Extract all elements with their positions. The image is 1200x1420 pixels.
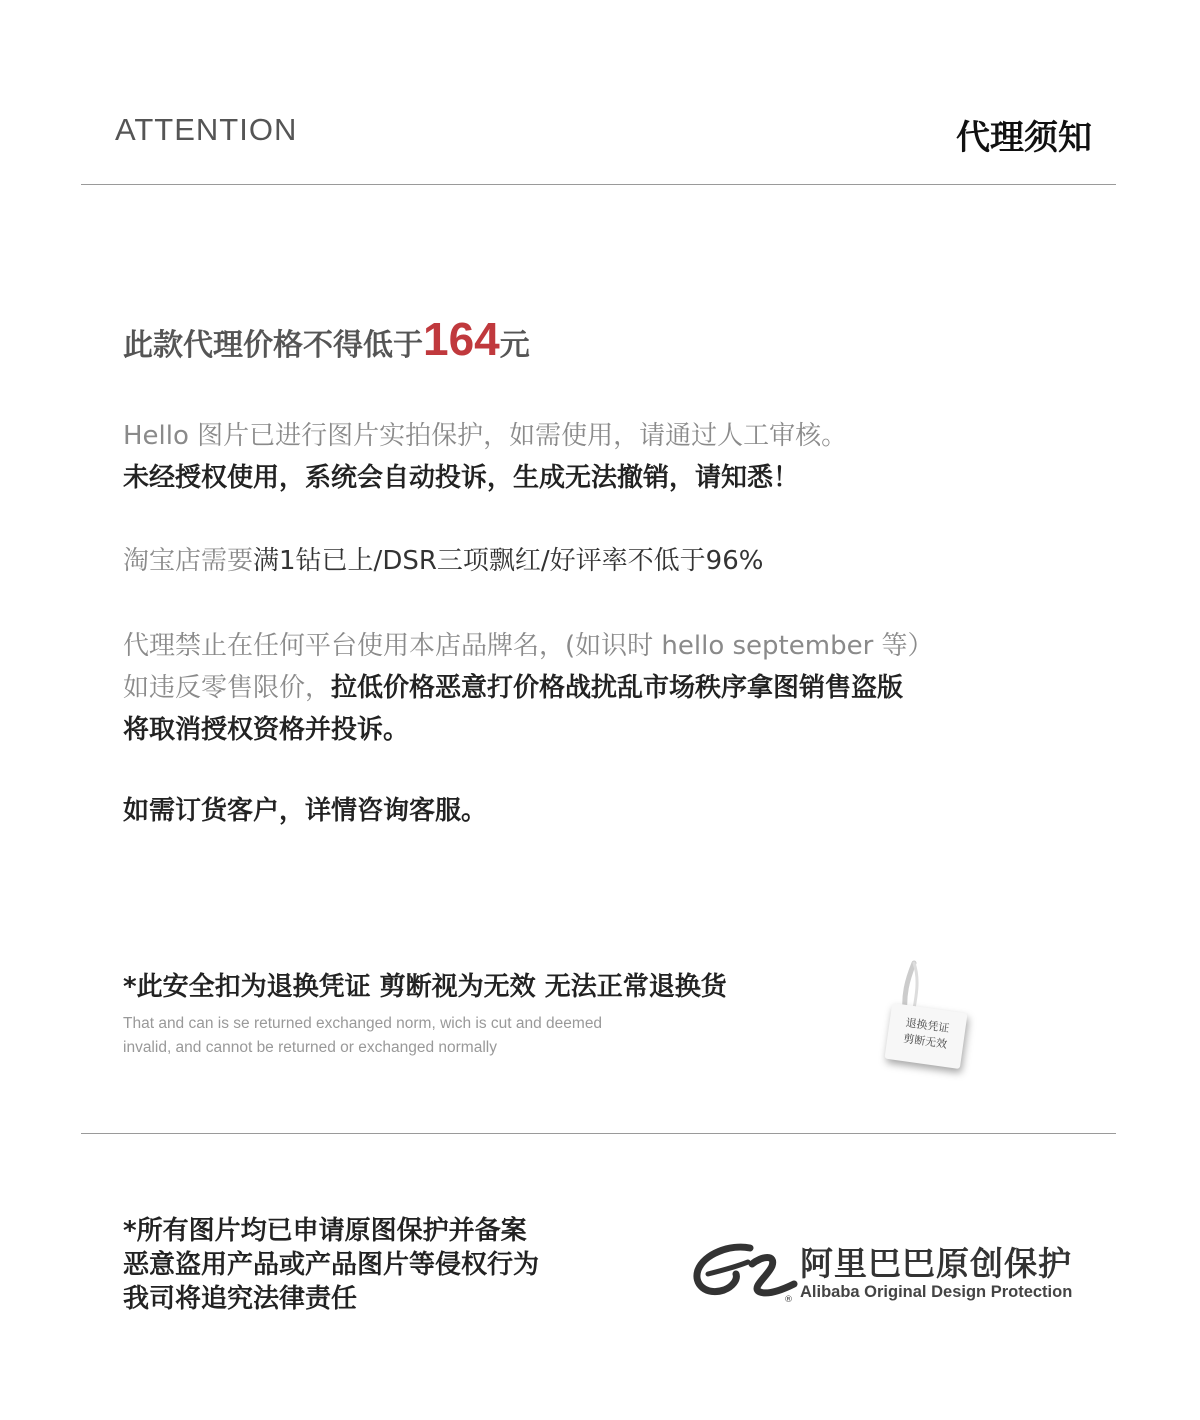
protection-line-2: 未经授权使用，系统会自动投诉，生成无法撤销，请知悉！ <box>123 463 800 493</box>
brand-rule-line-2 <box>123 667 903 709</box>
store-requirement <box>123 540 763 582</box>
tag-text-2: 剪断无效 <box>902 1031 948 1051</box>
alibaba-logo-icon <box>690 1240 800 1304</box>
seal-english-line-1: That and can is se returned exchanged norm, wich is cut and deemed <box>123 1015 603 1032</box>
price-suffix: 元 <box>499 328 530 363</box>
alibaba-en-name: Alibaba Original Design Protection <box>800 1283 1073 1301</box>
brand-rule-line-3: 将取消授权资格并投诉。 <box>123 715 410 745</box>
security-tag-image <box>880 958 980 1078</box>
tag-card <box>884 1003 967 1069</box>
price-prefix: 此款代理价格不得低于 <box>123 328 423 363</box>
copyright-line-3: 我司将追究法律责任 <box>123 1284 358 1314</box>
copyright-line-2: 恶意盗用产品或产品图片等侵权行为 <box>123 1250 540 1280</box>
copyright-line-1: *所有图片均已申请原图保护并备案 <box>123 1216 527 1246</box>
brand-rule-line-1: 代理禁止在任何平台使用本店品牌名，(如识时 hello september 等） <box>123 631 934 661</box>
attention-heading: ATTENTION <box>115 112 298 147</box>
price-notice <box>123 312 530 366</box>
seal-title: *此安全扣为退换凭证 剪断视为无效 无法正常退换货 <box>123 972 727 1002</box>
page-title: 代理须知 <box>956 118 1092 158</box>
order-note: 如需订货客户，详情咨询客服。 <box>123 796 488 826</box>
seal-english <box>123 1012 602 1060</box>
brand-rule-line-2-dark: 拉低价格恶意打价格战扰乱市场秩序拿图销售盗版 <box>331 673 904 703</box>
bottom-divider <box>81 1133 1116 1134</box>
requirement-detail: 满1钻已上/DSR三项飘红/好评率不低于96% <box>253 546 764 576</box>
top-divider <box>81 184 1116 185</box>
alibaba-cn-name: 阿里巴巴原创保护 <box>800 1244 1072 1283</box>
tag-text-1: 退换凭证 <box>904 1016 951 1036</box>
copyright-notice <box>123 1214 539 1316</box>
seal-english-line-2: invalid, and cannot be returned or exchanged normally <box>123 1039 497 1056</box>
brand-rule-line-2-gray: 如违反零售限价， <box>123 673 332 703</box>
registered-mark: ® <box>784 1295 793 1304</box>
requirement-label: 淘宝店需要 <box>123 546 254 576</box>
price-value: 164 <box>423 313 500 365</box>
protection-line-1: Hello 图片已进行图片实拍保护，如需使用，请通过人工审核。 <box>123 421 848 451</box>
